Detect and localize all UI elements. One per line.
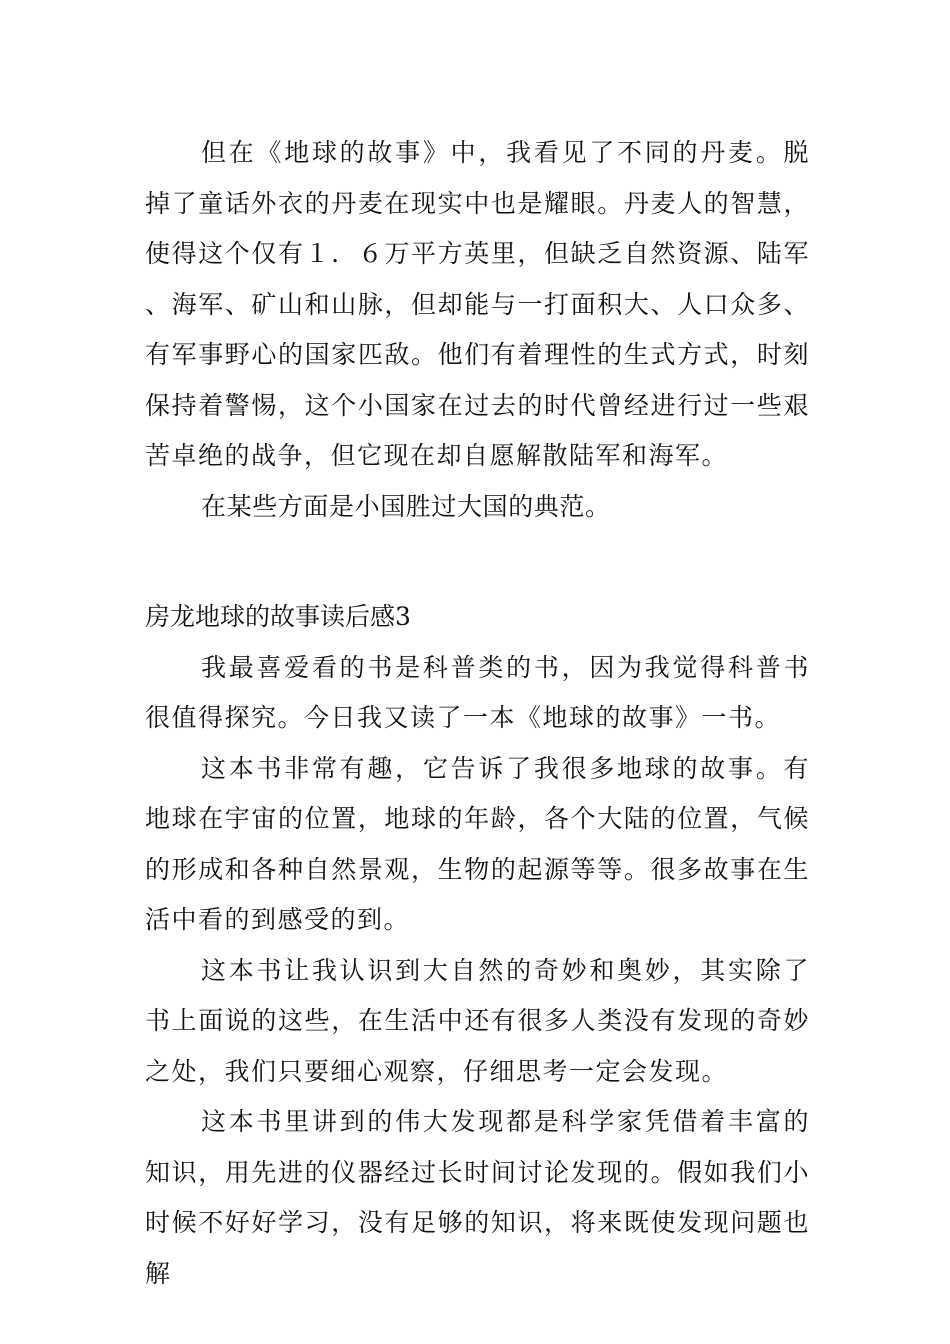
document-body	[145, 128, 810, 1299]
paragraph-small-country: 在某些方面是小国胜过大国的典范。	[201, 491, 611, 521]
section-title: 房龙地球的故事读后感3	[145, 602, 411, 631]
paragraph-great-discoveries: 这本书里讲到的伟大发现都是科学家凭借着丰富的知识，用先进的仪器经过长时间讨论发现的。假如我们小时候不好好学习，没有足够的知识，将来既使发现问题也解	[145, 1107, 810, 1288]
paragraph-favorite-books: 我最喜爱看的书是科普类的书，因为我觉得科普书很值得探究。今日我又读了一本《地球的故事》一书。	[145, 652, 810, 732]
paragraph-earth-stories: 这本书非常有趣，它告诉了我很多地球的故事。有地球在宇宙的位置，地球的年龄，各个大陆的位置，气候的形成和各种自然景观，生物的起源等等。很多故事在生活中看的到感受的到。	[145, 753, 810, 934]
paragraph-nature-wonders: 这本书让我认识到大自然的奇妙和奥妙，其实除了书上面说的这些，在生活中还有很多人类没有发现的奇妙之处，我们只要细心观察，仔细思考一定会发现。	[145, 955, 810, 1086]
paragraph-denmark: 但在《地球的故事》中，我看见了不同的丹麦。脱掉了童话外衣的丹麦在现实中也是耀眼。丹麦人的智慧，使得这个仅有１．６万平方英里，但缺乏自然资源、陆军、海军、矿山和山脉，但却能与一打面积大、人口众多、有军事野心的国家匹敌。他们有着理性的生式方式，时刻保持着警惕，这个小国家在过去的时代曾经进行过一些艰苦卓绝的战争，但它现在却自愿解散陆军和海军。	[145, 138, 810, 470]
